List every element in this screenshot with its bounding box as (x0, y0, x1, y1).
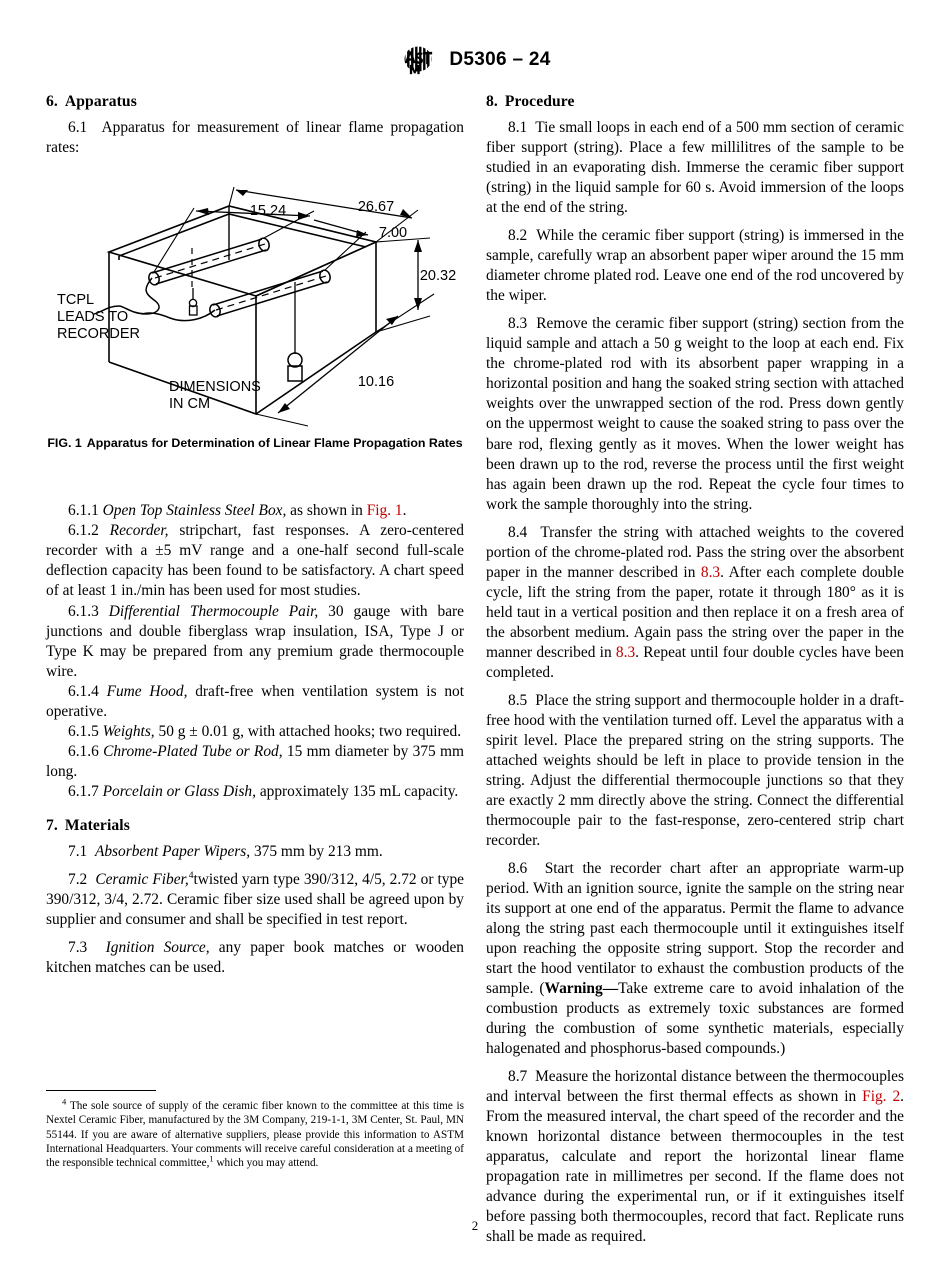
para-term: Weights, (102, 722, 155, 740)
dimensions-note-line-1: DIMENSIONS (169, 379, 261, 396)
para-number: 6.1 (68, 119, 88, 137)
footnote-reference-4[interactable]: 4 (188, 870, 194, 881)
para-text: Tie small loops in each end of a 500 mm section of ceramic fiber support (string). Place a few millilitres of the sample to be studied in an evaporating dish. Immerse the ceramic fiber support (string) in the liquid sample for 60 s. Avoid immersion of the loops at the end of the string. (486, 119, 904, 217)
para-number: 7.2 (68, 870, 88, 888)
footnote-text-seg-1: The sole source of supply of the ceramic fiber known to the committee at this time is Nextel Ceramic Fiber, manufactured by the 3M Company, 219-1-1, 3M Center, St. Paul, MN 55144. If you are aware of alternative suppliers, please provide this information to ASTM International Headquarters. Your comments will receive careful consideration at a meeting of the responsible technical committee, (46, 1100, 464, 1170)
para-text-seg-2: Take extreme care to avoid inhalation of the combustion products as extremely toxic substances are formed during the combustion of some synthetic materials, especially halogenated and phosphorus-based compounds.) (486, 979, 904, 1057)
para-number: 6.1.3 (68, 602, 99, 620)
section-number: 8. (486, 93, 498, 110)
para-number: 8.7 (508, 1067, 528, 1085)
para-term: Chrome-Plated Tube or Rod, (103, 742, 283, 760)
tcpl-label-line-3: RECORDER (57, 326, 140, 343)
paragraph-6-1-5 (46, 722, 464, 742)
para-text: Place the string support and thermocouple holder in a draft-free hood with the ventilation turned off. Level the apparatus with a spirit level. Place the prepared string on the string supports. The attached weights should be left in place to provide tension in the string. Adjust the differential thermocouple junctions so that they are exactly 2 mm directly above the string. Connect the differential thermocouple pair to the fast-response, zero-centered strip chart recorder. (486, 691, 904, 849)
para-number: 8.3 (508, 315, 528, 333)
para-term: Absorbent Paper Wipers, (94, 842, 251, 860)
para-term: Differential Thermocouple Pair, (108, 602, 319, 620)
figure-number: FIG. 1 (47, 436, 82, 451)
dim-label-15-24: 15.24 (249, 203, 287, 220)
paragraph-7-2 (46, 870, 464, 930)
dim-label-26-67: 26.67 (357, 199, 395, 216)
para-number: 6.1.4 (68, 682, 99, 700)
paragraph-6-1-2 (46, 521, 464, 601)
page-header (0, 44, 950, 76)
para-text-seg-1: Transfer the string with attached weights to the covered portion of the chrome-plated rod. Pass the string over the absorbent paper in the manner described in (486, 523, 904, 581)
para-text: twisted yarn type 390/312, 4/5, 2.72 or type 390/312, 3/4, 2.72. Ceramic fiber size used shall be agreed upon by supplier and consumer and shall be specified in test report. (46, 870, 464, 928)
para-text: stripchart, fast responses. A zero-centered recorder with a ±5 mV range and a one-half second full-scale deflection capacity has been found to be satisfactory. A chart speed of at least 1 in./min has been used for most studies. (46, 522, 464, 600)
section-title: Procedure (504, 93, 575, 110)
section-heading-apparatus (46, 92, 464, 112)
tcpl-label-line-2: LEADS TO (57, 309, 129, 326)
para-text: 50 g ± 0.01 g, with attached hooks; two required. (154, 722, 462, 740)
para-text: Remove the ceramic fiber support (string) section from the liquid sample and attach a 50 g weight to the loop at each end. Fix the chrome-plated rod with its absorbent paper wrapping in a horizontal position and hang the soaked string section with attached weights over the unwrapped section of the rod. Press down gently on the uppermost weight to cause the soaked string to pass over the bare rod, flexing gently as it moves. When the lower weight has been drawn up to the rod, reverse the process until the first weight has again been drawn up the rod. Repeat the cycle four times to work the sample thoroughly into the string. (486, 315, 904, 513)
section-heading-procedure (486, 92, 904, 112)
paragraph-8-2 (486, 226, 904, 306)
paragraph-8-1 (486, 118, 904, 218)
footnote-4 (46, 1096, 464, 1171)
paragraph-6-1 (46, 118, 464, 158)
para-text: as shown in (286, 502, 367, 520)
footnote-inline-marker: 1 (209, 1153, 214, 1164)
para-number: 8.2 (508, 227, 528, 245)
apparatus-diagram (46, 164, 464, 429)
para-number: 6.1.2 (68, 522, 99, 540)
footnote-text-seg-2: which you may attend. (213, 1157, 319, 1170)
paragraph-6-1-3 (46, 602, 464, 682)
cross-reference-8-3-first[interactable]: 8.3 (700, 563, 721, 581)
para-text-seg-1: Measure the horizontal distance between the thermocouples and interval between the first thermal effects as shown in (486, 1067, 904, 1105)
figure-caption (46, 435, 464, 451)
para-text: 15 mm diameter by 375 mm long. (46, 742, 464, 780)
para-term: Ignition Source, (105, 938, 210, 956)
para-number: 6.1.1 (68, 502, 99, 520)
figure-1 (46, 164, 464, 451)
para-text-seg-2: . From the measured interval, the chart speed of the recorder and the known horizontal distance between thermocouples in the test apparatus, calculate and report the horizontal linear flame propagation rate in millimetres per second. If the flame does not advance during the experimental run, or if it extinguishes itself before passing both thermocouples, record that fact. Replicate runs shall be made as required. (486, 1087, 905, 1246)
section-title: Apparatus (64, 93, 137, 110)
para-term: Recorder, (109, 522, 169, 540)
para-text-seg-1: Start the recorder chart after an appropriate warm-up period. With an ignition source, ignite the sample on the string near its support at one end of the apparatus. Permit the flame to advance along the string past each thermocouple until it extinguishes itself upon reaching the opposite string support. Stop the recorder and start the hood ventilator to exhaust the combustion products of the sample. ( (486, 859, 904, 997)
para-term: Porcelain or Glass Dish, (102, 782, 256, 800)
cross-reference-fig-1[interactable]: Fig. 1 (366, 502, 403, 520)
para-term: Fume Hood, (106, 682, 188, 700)
para-term: Ceramic Fiber, (95, 870, 189, 888)
para-text: While the ceramic fiber support (string) is immersed in the sample, carefully wrap an absorbent paper wiper around the 15 mm diameter chrome plated rod. Leave one end of the rod uncovered by the wiper. (486, 227, 904, 305)
para-number: 7.1 (68, 842, 88, 860)
para-text: 30 gauge with bare junctions and double fiberglass wrap insulation, ISA, Type J or Type K may be prepared from any premium grade thermocouple wire. (46, 602, 464, 680)
cross-reference-8-3-second[interactable]: 8.3 (615, 643, 636, 661)
section-heading-materials (46, 816, 464, 836)
section-number: 6. (46, 93, 58, 110)
para-text-tail: . (402, 502, 407, 520)
warning-label: Warning— (544, 979, 619, 997)
para-text: approximately 135 mL capacity. (255, 782, 459, 800)
section-number: 7. (46, 816, 58, 834)
footnote-area (46, 1090, 464, 1171)
paragraph-7-3 (46, 938, 464, 978)
para-text: draft-free when ventilation system is not operative. (46, 682, 464, 720)
paragraph-8-3 (486, 314, 904, 514)
para-text-seg-3: . Repeat until four double cycles have been completed. (486, 643, 904, 681)
section-title: Materials (64, 816, 130, 834)
para-number: 8.4 (508, 523, 528, 541)
dim-label-20-32: 20.32 (419, 268, 457, 285)
tcpl-label-line-1: TCPL (57, 292, 95, 309)
left-column (46, 92, 464, 978)
para-text-seg-2: . After each complete double cycle, lift the string from the paper, rotate it through 180° as it is held taut in a vertical position and then replace it on a fresh area of the absorbent medium. Again pass the string over the paper in the manner described in (486, 563, 904, 661)
para-number: 8.1 (508, 119, 528, 137)
para-number: 8.5 (508, 691, 528, 709)
para-number: 6.1.5 (68, 722, 99, 740)
para-number: 6.1.6 (68, 742, 99, 760)
paragraph-8-5 (486, 691, 904, 851)
paragraph-8-4 (486, 523, 904, 683)
para-text: any paper book matches or wooden kitchen matches can be used. (46, 938, 464, 976)
astm-logo-icon (399, 44, 437, 76)
para-number: 7.3 (68, 938, 88, 956)
right-column (486, 92, 904, 1247)
dim-label-10-16: 10.16 (357, 374, 395, 391)
paragraph-6-1-6 (46, 742, 464, 782)
para-number: 8.6 (508, 859, 528, 877)
footnote-divider (46, 1090, 156, 1091)
footnote-marker: 4 (62, 1096, 67, 1107)
paragraph-6-1-1 (46, 501, 464, 521)
para-term: Open Top Stainless Steel Box, (102, 502, 287, 520)
standard-designation: D5306 – 24 (449, 49, 551, 70)
paragraph-8-6 (486, 859, 904, 1059)
paragraph-6-1-7 (46, 782, 464, 802)
figure-caption-text: Apparatus for Determination of Linear Flame Propagation Rates (86, 436, 463, 451)
dim-label-7-00: 7.00 (378, 225, 408, 242)
para-text: 375 mm by 213 mm. (250, 842, 383, 860)
dimensions-note-line-2: IN CM (169, 396, 211, 413)
paragraph-6-1-4 (46, 682, 464, 722)
para-number: 6.1.7 (68, 782, 99, 800)
para-text: Apparatus for measurement of linear flame propagation rates: (46, 119, 464, 157)
paragraph-7-1 (46, 842, 464, 862)
page-number: 2 (471, 1218, 479, 1233)
cross-reference-fig-2[interactable]: Fig. 2 (862, 1087, 901, 1105)
